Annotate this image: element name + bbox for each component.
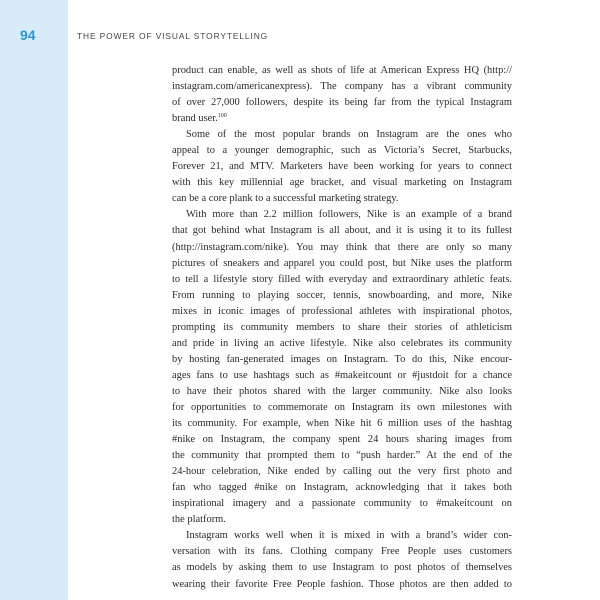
- text-line: ages fans to use hashtags such as #makeitcount or #justdoit for a chance: [172, 369, 512, 381]
- text-line: fan who tagged #nike on Instagram, acknowledging that it takes both: [172, 482, 512, 494]
- text-line: [172, 111, 512, 127]
- text-line: by hosting fan-generated images on Instagram. To do this, Nike encour-: [172, 353, 512, 365]
- text-line: to have their photos shared with the larger community. Nike also looks: [172, 385, 512, 397]
- text-line: From running to playing soccer, tennis, snowboarding, and more, Nike: [172, 289, 512, 301]
- body-text: [172, 63, 512, 593]
- text-line: wearing their favorite Free People fashion. Those photos are then added to: [172, 578, 512, 590]
- text-line-content: brand user.: [172, 113, 218, 125]
- text-line: Some of the most popular brands on Instagram are the ones who: [186, 129, 512, 141]
- text-line: inspirational imagery and a passionate community to #makeitcount on: [172, 498, 512, 510]
- text-line: prompting its community members to share their stories of athleticism: [172, 321, 512, 333]
- margin-band: [0, 0, 68, 600]
- text-line: its community. For example, when Nike hit 6 million uses of the hashtag: [172, 418, 512, 430]
- text-line: instagram.com/americanexpress). The company has a vibrant community: [172, 81, 512, 93]
- footnote-reference: 100: [217, 113, 227, 120]
- text-line: the platform.: [172, 514, 226, 526]
- running-head: THE POWER OF VISUAL STORYTELLING: [77, 31, 269, 41]
- text-line: mixes in iconic images of professional athletes with inspirational photos,: [172, 305, 512, 317]
- text-line: #nike on Instagram, the company spent 24 hours sharing images from: [172, 434, 512, 446]
- text-line: appeal to a younger demographic, such as Victoria’s Secret, Starbucks,: [172, 145, 512, 157]
- text-line: 24-hour celebration, Nike ended by calling out the very first photo and: [172, 466, 512, 478]
- text-line: Instagram works well when it is mixed in with a brand’s wider con-: [186, 530, 512, 542]
- text-line: pictures of sneakers and apparel you could post, but Nike uses the platform: [172, 257, 512, 269]
- text-line: (http://instagram.com/nike). You may think that there are only so many: [172, 241, 512, 253]
- text-line: for opportunities to commemorate on Instagram its own milestones with: [172, 401, 512, 413]
- text-line: to tell a lifestyle story filled with everyday and extraordinary athletic feats.: [172, 273, 512, 285]
- text-line: Forever 21, and MTV. Marketers have been working for years to connect: [172, 161, 512, 173]
- text-line: product can enable, as well as shots of life at American Express HQ (http://: [172, 65, 512, 76]
- text-line: with this key millennial age bracket, and visual marketing on Instagram: [172, 177, 512, 189]
- text-line: can be a core plank to a successful marketing strategy.: [172, 193, 399, 205]
- text-line: that got behind what Instagram is all about, and it is using it to its fullest: [172, 225, 512, 237]
- text-line: the community that prompted them to “push harder.” At the end of the: [172, 450, 512, 462]
- text-line: versation with its fans. Clothing company Free People uses customers: [172, 546, 512, 558]
- page-number: 94: [20, 27, 36, 43]
- text-line: of over 27,000 followers, despite its being far from the typical Instagram: [172, 97, 512, 109]
- text-line: With more than 2.2 million followers, Nike is an example of a brand: [186, 209, 512, 221]
- text-line: and pride in living an active lifestyle. Nike also celebrates its community: [172, 337, 512, 349]
- text-line: as models by asking them to use Instagram to post photos of themselves: [172, 562, 512, 574]
